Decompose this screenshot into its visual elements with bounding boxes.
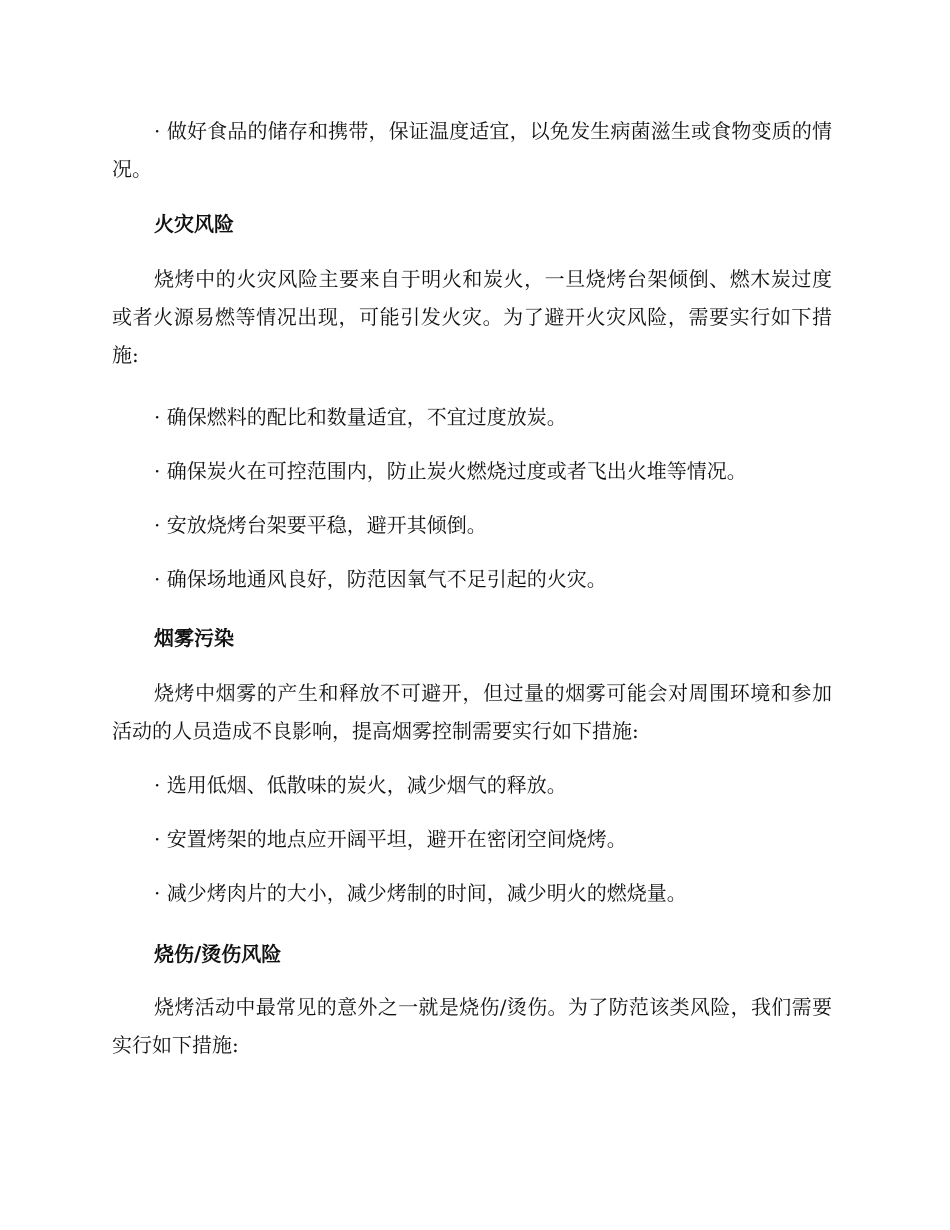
list-item-fire-2: · 确保炭火在可控范围内，防止炭火燃烧过度或者飞出火堆等情况。 [154,459,747,483]
paragraph-fire-intro: 烧烤中的火灾风险主要来自于明火和炭火，一旦烧烤台架倾倒、燃木炭过度或者火源易燃等情况出现，可能引发火灾。为了避开火灾风险，需要实行如下措施: [112,267,832,367]
list-item-smoke-2: · 安置烤架的地点应开阔平坦，避开在密闭空间烧烤。 [154,827,627,851]
heading-fire-risk: 火灾风险 [154,212,234,236]
paragraph-burn-intro: 烧烤活动中最常见的意外之一就是烧伤/烫伤。为了防范该类风险，我们需要实行如下措施: [112,995,832,1057]
heading-burn-risk: 烧伤/烫伤风险 [154,942,282,966]
list-item-fire-1: · 确保燃料的配比和数量适宜，不宜过度放炭。 [154,405,567,429]
list-item-smoke-3: · 减少烤肉片的大小，减少烤制的时间，减少明火的燃烧量。 [154,881,687,905]
list-item-smoke-1: · 选用低烟、低散味的炭火，减少烟气的释放。 [154,773,567,797]
paragraph-food-storage: · 做好食品的储存和携带，保证温度适宜，以免发生病菌滋生或食物变质的情况。 [112,119,832,181]
paragraph-smoke-intro: 烧烤中烟雾的产生和释放不可避开，但过量的烟雾可能会对周围环境和参加活动的人员造成不良影响，提高烟雾控制需要实行如下措施: [112,681,832,743]
list-item-fire-3: · 安放烧烤台架要平稳，避开其倾倒。 [154,513,487,537]
list-item-fire-4: · 确保场地通风良好，防范因氧气不足引起的火灾。 [154,567,607,591]
heading-smoke-pollution: 烟雾污染 [154,626,234,650]
